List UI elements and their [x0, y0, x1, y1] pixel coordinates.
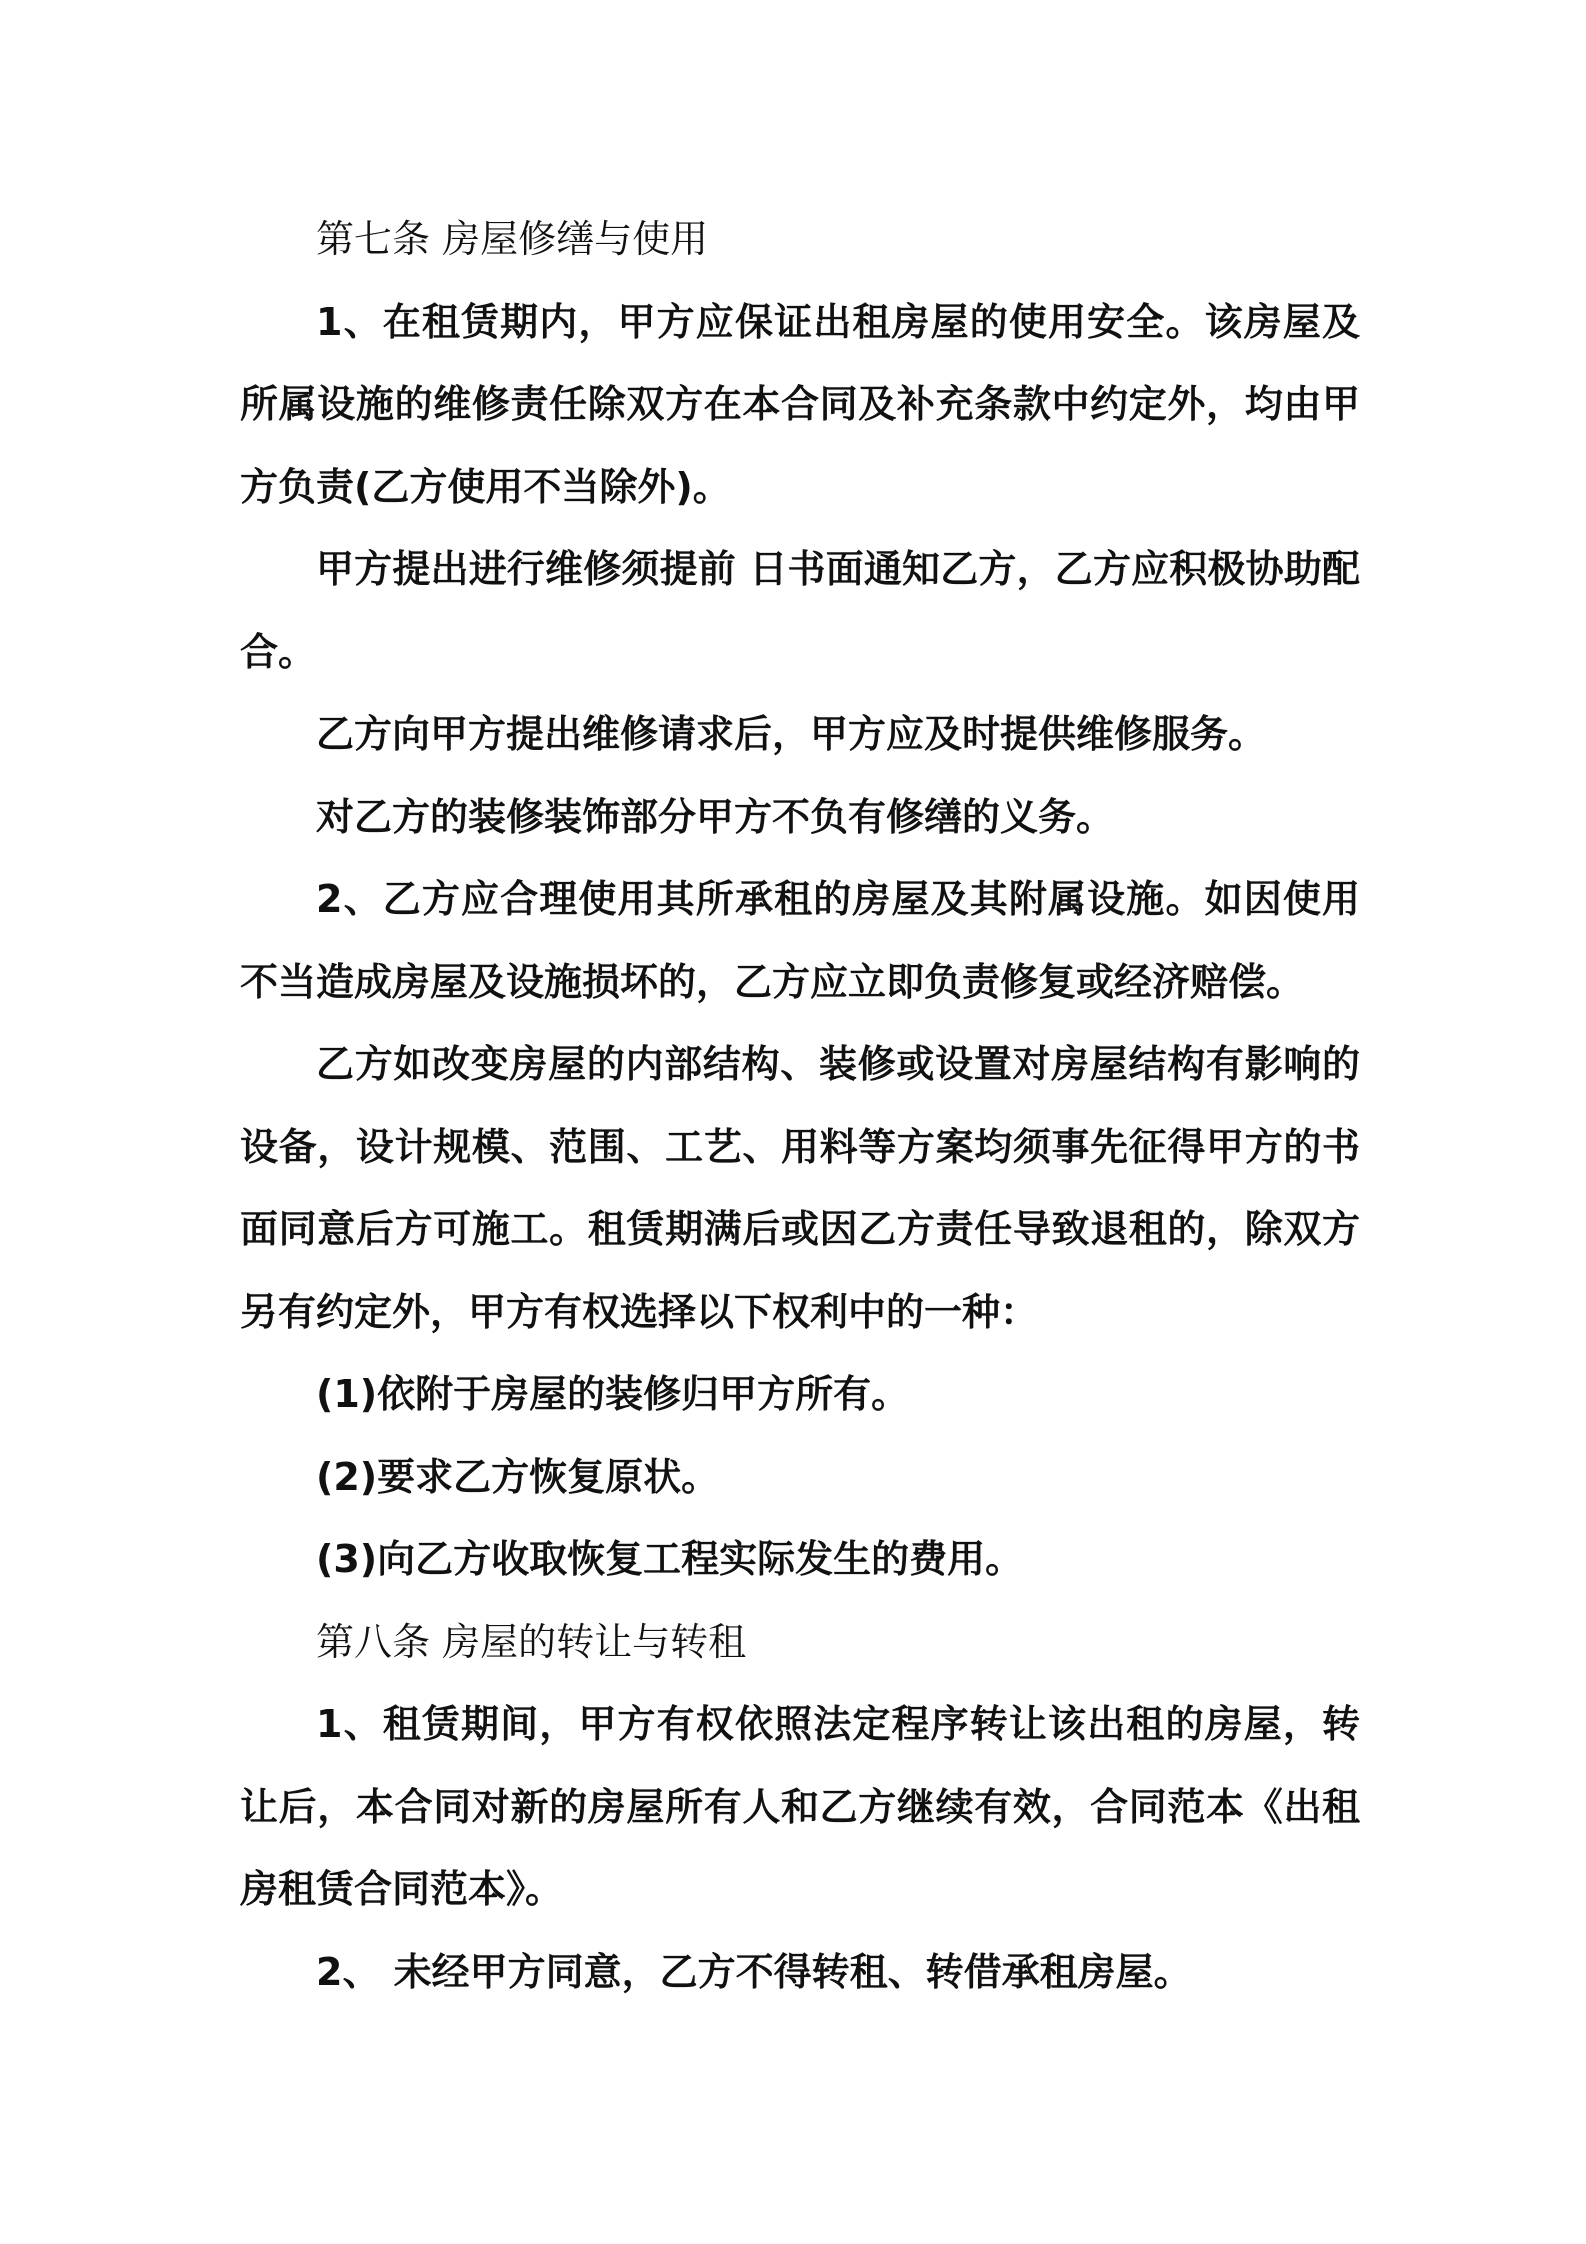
- paragraph: 2、 未经甲方同意，乙方不得转租、转借承租房屋。: [316, 1949, 1192, 1994]
- paragraph: 1、租赁期间，甲方有权依照法定程序转让该出租的房屋，转让后，本合同对新的房屋所有人和乙方继续有效，合同范本《出租房租赁合同范本》。: [240, 1702, 1360, 1911]
- paragraph: 乙方如改变房屋的内部结构、装修或设置对房屋结构有影响的设备，设计规模、范围、工艺、用料等方案均须事先征得甲方的书面同意后方可施工。租赁期满后或因乙方责任导致退租的，除双方另有约定外，甲方有权选择以下权利中的一种：: [240, 1042, 1360, 1334]
- article-8-heading: 第八条 房屋的转让与转租: [316, 1619, 747, 1664]
- article-7-heading: 第七条 房屋修缮与使用: [316, 217, 709, 261]
- list-item: (2)要求乙方恢复原状。: [316, 1454, 720, 1499]
- paragraph: 甲方提出进行维修须提前 日书面通知乙方，乙方应积极协助配合。: [240, 547, 1360, 674]
- document-body: [240, 198, 1360, 2013]
- paragraph: 1、在租赁期内，甲方应保证出租房屋的使用安全。该房屋及所属设施的维修责任除双方在本合同及补充条款中约定外，均由甲方负责(乙方使用不当除外)。: [240, 299, 1360, 509]
- paragraph: 对乙方的装修装饰部分甲方不负有修缮的义务。: [316, 794, 1115, 839]
- list-item: (3)向乙方收取恢复工程实际发生的费用。: [316, 1537, 1024, 1581]
- list-item: (1)依附于房屋的装修归甲方所有。: [316, 1372, 910, 1416]
- paragraph: 乙方向甲方提出维修请求后，甲方应及时提供维修服务。: [316, 712, 1267, 756]
- paragraph: 2、乙方应合理使用其所承租的房屋及其附属设施。如因使用不当造成房屋及设施损坏的，乙方应立即负责修复或经济赔偿。: [240, 877, 1360, 1004]
